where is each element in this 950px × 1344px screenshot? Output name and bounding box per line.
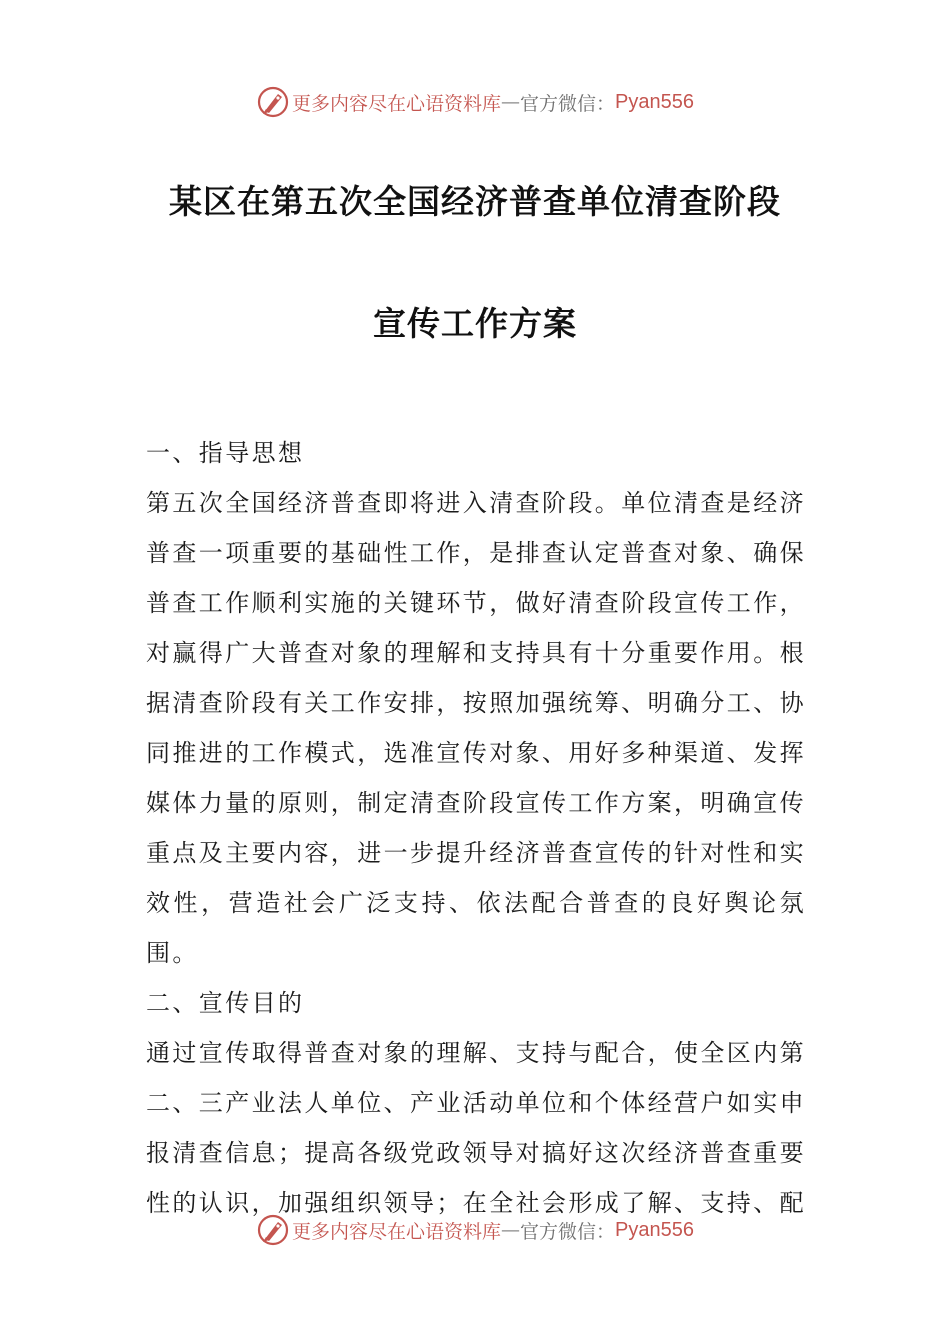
document-title-line-1: 某区在第五次全国经济普查单位清查阶段 — [169, 182, 781, 221]
banner-main-text: 更多内容尽在心语资料库 — [292, 92, 502, 115]
pen-nib-logo-icon — [256, 85, 290, 119]
section-heading: 一、指导思想 — [146, 439, 305, 467]
banner-wechat-label: 官方微信： — [520, 1220, 616, 1243]
document-title-line-2: 宣传工作方案 — [373, 304, 577, 343]
section-heading: 二、宣传目的 — [146, 989, 305, 1017]
section-paragraph: 第五次全国经济普查即将进入清查阶段。单位清查是经济普查一项重要的基础性工作，是排查认定普查对象、确保普查工作顺利实施的关键环节，做好清查阶段宣传工作，对赢得广大普查对象的理解和支持具有十分重要作用。根据清查阶段有关工作安排，按照加强统筹、明确分工、协同推进的工作模式，选准宣传对象、用好多种渠道、发挥媒体力量的原则，制定清查阶段宣传工作方案，明确宣传重点及主要内容，进一步提升经济普查宣传的针对性和实效性，营造社会广泛支持、依法配合普查的良好舆论氛围。 — [146, 489, 806, 967]
document-body — [146, 428, 806, 1228]
pen-nib-logo-icon — [256, 1213, 290, 1247]
banner-dash: — — [501, 1219, 521, 1241]
section-paragraph: 通过宣传取得普查对象的理解、支持与配合，使全区内第二、三产业法人单位、产业活动单位和个体经营户如实申报清查信息；提高各级党政领导对搞好这次经济普查重要性的认识，加强组织领导；在全社会形成了解、支持、配 — [146, 1039, 806, 1217]
banner-main-text: 更多内容尽在心语资料库 — [292, 1220, 502, 1243]
banner-wechat-label: 官方微信： — [520, 92, 616, 115]
header-banner — [0, 82, 950, 122]
banner-dash: — — [501, 91, 521, 113]
banner-wechat-id: Pyan556 — [615, 90, 694, 113]
footer-banner — [0, 1210, 950, 1250]
banner-wechat-id: Pyan556 — [615, 1218, 694, 1241]
